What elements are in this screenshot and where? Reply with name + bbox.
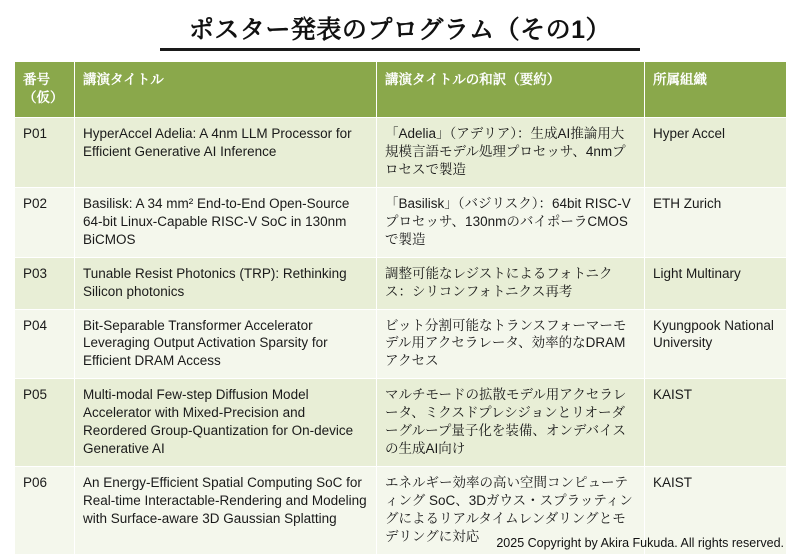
column-header-title: 講演タイトル	[75, 62, 377, 118]
cell-organization: Hyper Accel	[645, 117, 787, 187]
program-table	[14, 61, 787, 555]
table-row	[15, 309, 787, 379]
cell-title-jp: マルチモードの拡散モデル用アクセラレータ、ミクスドプレシジョンとリオーダーグループ量子化を装備、オンデバイスの生成AI向け	[377, 379, 645, 467]
table-header	[15, 62, 787, 118]
cell-number: P03	[15, 257, 75, 309]
cell-title-en: An Energy-Efficient Spatial Computing SoC for Real-time Interactable-Rendering and Modeling with Surface-aware 3D Gaussian Splatting	[75, 467, 377, 555]
cell-title-jp: ビット分割可能なトランスフォーマーモデル用アクセラレータ、効率的なDRAMアクセス	[377, 309, 645, 379]
copyright-footer: 2025 Copyright by Akira Fukuda. All rights reserved.	[496, 536, 784, 550]
cell-organization: KAIST	[645, 467, 787, 555]
cell-organization: Light Multinary	[645, 257, 787, 309]
cell-number: P05	[15, 379, 75, 467]
cell-title-en: Tunable Resist Photonics (TRP): Rethinking Silicon photonics	[75, 257, 377, 309]
cell-title-en: Multi-modal Few-step Diffusion Model Accelerator with Mixed-Precision and Reordered Group-Quantization for On-device Generative AI	[75, 379, 377, 467]
table-row	[15, 257, 787, 309]
cell-organization: ETH Zurich	[645, 187, 787, 257]
cell-title-jp: 調整可能なレジストによるフォトニクス：シリコンフォトニクス再考	[377, 257, 645, 309]
cell-organization: Kyungpook National University	[645, 309, 787, 379]
column-header-title-translation: 講演タイトルの和訳（要約）	[377, 62, 645, 118]
cell-title-en: Bit-Separable Transformer Accelerator Leveraging Output Activation Sparsity for Efficient DRAM Access	[75, 309, 377, 379]
cell-title-en: Basilisk: A 34 mm² End-to-End Open-Source 64-bit Linux-Capable RISC-V SoC in 130nm BiCMOS	[75, 187, 377, 257]
column-header-number: 番号（仮）	[15, 62, 75, 118]
cell-number: P06	[15, 467, 75, 555]
table-row	[15, 117, 787, 187]
column-header-organization: 所属組織	[645, 62, 787, 118]
cell-title-jp: エネルギー効率の高い空間コンピューティング SoC、3Dガウス・スプラッティングによるリアルタイムレンダリングとモデリングに対応	[377, 467, 645, 555]
page-title: ポスター発表のプログラム（その1）	[160, 10, 640, 51]
table-header-row	[15, 62, 787, 118]
cell-title-jp: 「Adelia」（アデリア）：生成AI推論用大規模言語モデル処理プロセッサ、4nmプロセスで製造	[377, 117, 645, 187]
table-row	[15, 379, 787, 467]
cell-title-en: HyperAccel Adelia: A 4nm LLM Processor for Efficient Generative AI Inference	[75, 117, 377, 187]
cell-number: P01	[15, 117, 75, 187]
table-row	[15, 187, 787, 257]
table-body	[15, 117, 787, 554]
cell-title-jp: 「Basilisk」（バジリスク）：64bit RISC-Vプロセッサ、130nmのバイポーラCMOSで製造	[377, 187, 645, 257]
cell-organization: KAIST	[645, 379, 787, 467]
cell-number: P04	[15, 309, 75, 379]
cell-number: P02	[15, 187, 75, 257]
